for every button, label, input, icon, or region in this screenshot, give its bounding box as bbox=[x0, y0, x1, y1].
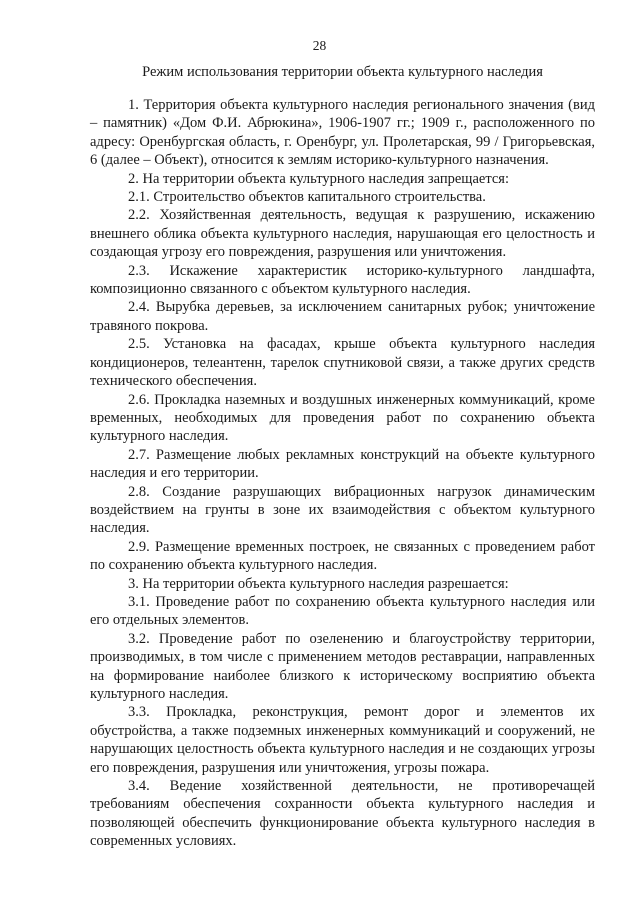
paragraph-2-7: 2.7. Размещение любых рекламных конструкций на объекте культурного наследия и его территории. bbox=[90, 446, 595, 482]
paragraph-2: 2. На территории объекта культурного наследия запрещается: bbox=[128, 170, 509, 187]
paragraph-2-5: 2.5. Установка на фасадах, крыше объекта культурного наследия кондиционеров, телеантенн, тарелок спутниковой связи, а также других средств технического обеспечения. bbox=[90, 336, 595, 390]
paragraph-2-9: 2.9. Размещение временных построек, не связанных с проведением работ по сохранению объекта культурного наследия. bbox=[90, 538, 595, 574]
paragraph-3-4: 3.4. Ведение хозяйственной деятельности, не противоречащей требованиям обеспечения сохранности объекта культурного наследия и позволяющей обеспечить функционирование объекта культурного наследия в современных условиях. bbox=[90, 778, 595, 850]
paragraph-1: 1. Территория объекта культурного наследия регионального значения (вид – памятник) «Дом Ф.И. Абрюкина», 1906-1907 гг.; 1909 г., расположенного по адресу: Оренбургская область, г. Оренбург, ул. Пролетарская, 99 / Григорьевская, 6 (далее – Объект), относится к землям историко-культурного назначения. bbox=[90, 97, 595, 169]
paragraph-2-6: 2.6. Прокладка наземных и воздушных инженерных коммуникаций, кроме временных, необходимых для проведения работ по сохранению объекта культурного наследия. bbox=[90, 391, 595, 445]
paragraph-3: 3. На территории объекта культурного наследия разрешается: bbox=[128, 575, 509, 592]
paragraph-3-1: 3.1. Проведение работ по сохранению объекта культурного наследия или его отдельных элементов. bbox=[90, 593, 595, 629]
paragraph-2-3: 2.3. Искажение характеристик историко-культурного ландшафта, композиционно связанного с объектом культурного наследия. bbox=[90, 262, 595, 298]
paragraph-2-4: 2.4. Вырубка деревьев, за исключением санитарных рубок; уничтожение травяного покрова. bbox=[90, 299, 595, 334]
document-body bbox=[90, 96, 595, 851]
paragraph-2-1: 2.1. Строительство объектов капитального строительства. bbox=[128, 189, 486, 206]
paragraph-3-2: 3.2. Проведение работ по озеленению и благоустройству территории, производимых, в том числе с применением методов реставрации, направленных на формирование наиболее близкого к историческому восприятию объекта культурного наследия. bbox=[90, 630, 595, 702]
paragraph-2-2: 2.2. Хозяйственная деятельность, ведущая к разрушению, искажению внешнего облика объекта культурного наследия, нарушающая его целостность и создающая угрозу его повреждения, разрушения или уничтожения. bbox=[90, 207, 595, 261]
page-number: 28 bbox=[312, 38, 327, 53]
paragraph-2-8: 2.8. Создание разрушающих вибрационных нагрузок динамическим воздействием на грунты в зоне их взаимодействия с объектом культурного наследия. bbox=[90, 483, 595, 537]
document-title: Режим использования территории объекта культурного наследия bbox=[142, 64, 543, 80]
paragraph-3-3: 3.3. Прокладка, реконструкция, ремонт дорог и элементов их обустройства, а также подземных инженерных коммуникаций и сооружений, не нарушающих целостность объекта культурного наследия и не создающих угрозы его повреждения, разрушения или уничтожения, угрозы пожара. bbox=[90, 704, 595, 776]
